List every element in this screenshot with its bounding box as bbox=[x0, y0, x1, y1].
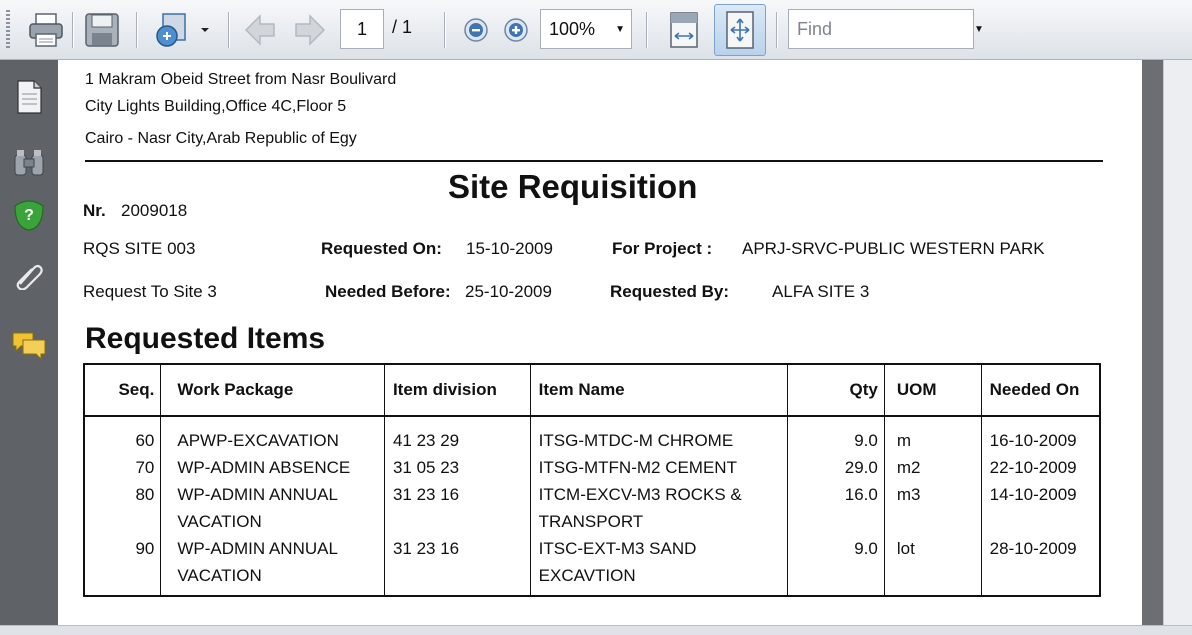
cell-item-name bbox=[530, 535, 787, 596]
cell-seq: 60 bbox=[84, 416, 161, 454]
requested-by-value: ALFA SITE 3 bbox=[772, 282, 870, 301]
company-address-line-2: City Lights Building,Office 4C,Floor 5 bbox=[85, 98, 347, 115]
next-page-button[interactable] bbox=[290, 10, 330, 50]
cell-seq: 70 bbox=[84, 454, 161, 481]
item-name-line: ITSC-EXT-M3 SAND bbox=[538, 539, 697, 558]
pages-panel-button[interactable] bbox=[10, 78, 48, 116]
col-header-needed-on: Needed On bbox=[981, 364, 1100, 416]
cell-item-name bbox=[530, 481, 787, 535]
requested-items-table bbox=[83, 363, 1101, 597]
zoom-select[interactable] bbox=[540, 9, 632, 49]
cell-needed-on: 22-10-2009 bbox=[981, 454, 1100, 481]
nr-label: Nr. bbox=[83, 201, 106, 220]
item-name-line: ITSG-MTFN-M2 CEMENT bbox=[538, 458, 737, 477]
requested-on-value: 15-10-2009 bbox=[466, 239, 553, 258]
table-row bbox=[84, 416, 1100, 454]
cell-item-division: 41 23 29 bbox=[384, 416, 530, 454]
search-panel-button[interactable] bbox=[10, 144, 48, 182]
chevron-down-icon: ▼ bbox=[615, 24, 625, 35]
col-header-uom: UOM bbox=[884, 364, 981, 416]
company-address-line-3: Cairo - Nasr City,Arab Republic of Egy bbox=[85, 130, 357, 147]
current-page-input[interactable]: 1 bbox=[340, 9, 384, 49]
cell-item-division: 31 23 16 bbox=[384, 481, 530, 535]
zoom-value: 100% bbox=[549, 18, 596, 39]
col-header-item-division: Item division bbox=[384, 364, 530, 416]
zoom-out-icon bbox=[463, 17, 489, 43]
navigation-sidebar bbox=[0, 60, 58, 635]
export-button[interactable] bbox=[148, 8, 210, 52]
cell-needed-on: 14-10-2009 bbox=[981, 481, 1100, 535]
save-button[interactable] bbox=[80, 8, 124, 52]
cell-uom: m2 bbox=[884, 454, 981, 481]
comments-icon bbox=[11, 330, 47, 360]
fit-page-icon bbox=[715, 5, 765, 55]
cell-work-package bbox=[161, 481, 385, 535]
vertical-scrollbar[interactable] bbox=[1163, 60, 1192, 635]
binoculars-icon bbox=[12, 147, 46, 179]
item-name-line: ITSG-MTDC-M CHROME bbox=[538, 431, 734, 450]
save-icon bbox=[83, 11, 121, 49]
cell-seq: 80 bbox=[84, 481, 161, 535]
report-viewer-toolbar bbox=[0, 0, 1192, 60]
export-icon bbox=[149, 10, 209, 50]
work-package-line: APWP-EXCAVATION bbox=[177, 431, 339, 450]
cell-work-package bbox=[161, 454, 385, 481]
table-row bbox=[84, 535, 1100, 596]
cell-item-division: 31 05 23 bbox=[384, 454, 530, 481]
find-dropdown-chevron-icon[interactable]: ▼ bbox=[974, 24, 984, 35]
find-input[interactable]: Find bbox=[788, 9, 974, 49]
cell-seq: 90 bbox=[84, 535, 161, 596]
cell-qty: 16.0 bbox=[788, 481, 885, 535]
cell-item-division: 31 23 16 bbox=[384, 535, 530, 596]
toolbar-grip[interactable] bbox=[6, 10, 10, 50]
for-project-value: APRJ-SRVC-PUBLIC WESTERN PARK bbox=[742, 239, 1045, 258]
help-button[interactable] bbox=[10, 196, 48, 234]
cell-work-package bbox=[161, 535, 385, 596]
pages-icon bbox=[14, 79, 44, 115]
fit-width-icon bbox=[668, 10, 700, 50]
comments-button[interactable] bbox=[10, 326, 48, 364]
requested-on-label: Requested On: bbox=[321, 239, 442, 258]
svg-text:?: ? bbox=[24, 207, 34, 224]
cell-needed-on: 28-10-2009 bbox=[981, 535, 1100, 596]
item-name-line: TRANSPORT bbox=[538, 512, 644, 531]
work-package-line: VACATION bbox=[177, 566, 262, 585]
table-row bbox=[84, 481, 1100, 535]
fit-page-button[interactable] bbox=[714, 4, 766, 56]
col-header-seq: Seq. bbox=[84, 364, 161, 416]
for-project-label: For Project : bbox=[612, 239, 713, 258]
request-to: Request To Site 3 bbox=[83, 282, 217, 301]
forward-icon bbox=[292, 12, 328, 48]
cell-qty: 29.0 bbox=[788, 454, 885, 481]
requested-items-heading: Requested Items bbox=[85, 322, 326, 355]
print-button[interactable] bbox=[24, 8, 68, 52]
col-header-qty: Qty bbox=[788, 364, 885, 416]
help-icon bbox=[12, 198, 46, 232]
fit-width-button[interactable] bbox=[664, 8, 704, 52]
work-package-line: WP-ADMIN ABSENCE bbox=[177, 458, 351, 477]
cell-work-package bbox=[161, 416, 385, 454]
cell-qty: 9.0 bbox=[788, 535, 885, 596]
company-address-line-1: 1 Makram Obeid Street from Nasr Boulivard bbox=[85, 71, 397, 88]
nr-value: 2009018 bbox=[121, 201, 188, 220]
needed-before-value: 25-10-2009 bbox=[465, 282, 552, 301]
page-total: / 1 bbox=[392, 17, 413, 37]
previous-page-button[interactable] bbox=[240, 10, 280, 50]
work-package-line: WP-ADMIN ANNUAL bbox=[177, 485, 338, 504]
col-header-item-name: Item Name bbox=[530, 364, 787, 416]
work-package-line: VACATION bbox=[177, 512, 262, 531]
cell-item-name bbox=[530, 416, 787, 454]
cell-uom: m3 bbox=[884, 481, 981, 535]
zoom-in-button[interactable] bbox=[502, 16, 530, 44]
item-name-line: EXCAVTION bbox=[538, 566, 636, 585]
site-code: RQS SITE 003 bbox=[83, 239, 196, 258]
back-icon bbox=[242, 12, 278, 48]
cell-uom: m bbox=[884, 416, 981, 454]
zoom-in-icon bbox=[503, 17, 529, 43]
attachments-button[interactable] bbox=[10, 256, 48, 294]
table-row bbox=[84, 454, 1100, 481]
cell-uom: lot bbox=[884, 535, 981, 596]
needed-before-label: Needed Before: bbox=[325, 282, 451, 301]
header-divider bbox=[85, 160, 1103, 162]
work-package-line: WP-ADMIN ANNUAL bbox=[177, 539, 338, 558]
zoom-out-button[interactable] bbox=[462, 16, 490, 44]
requested-by-label: Requested By: bbox=[610, 282, 730, 301]
print-icon bbox=[26, 10, 66, 50]
report-title: Site Requisition bbox=[448, 168, 698, 205]
cell-qty: 9.0 bbox=[788, 416, 885, 454]
status-strip bbox=[0, 625, 1192, 635]
cell-item-name bbox=[530, 454, 787, 481]
item-name-line: ITCM-EXCV-M3 ROCKS & bbox=[538, 485, 742, 504]
table-header-row bbox=[84, 364, 1100, 416]
cell-needed-on: 16-10-2009 bbox=[981, 416, 1100, 454]
col-header-work-package: Work Package bbox=[161, 364, 385, 416]
attachments-icon bbox=[14, 260, 44, 290]
